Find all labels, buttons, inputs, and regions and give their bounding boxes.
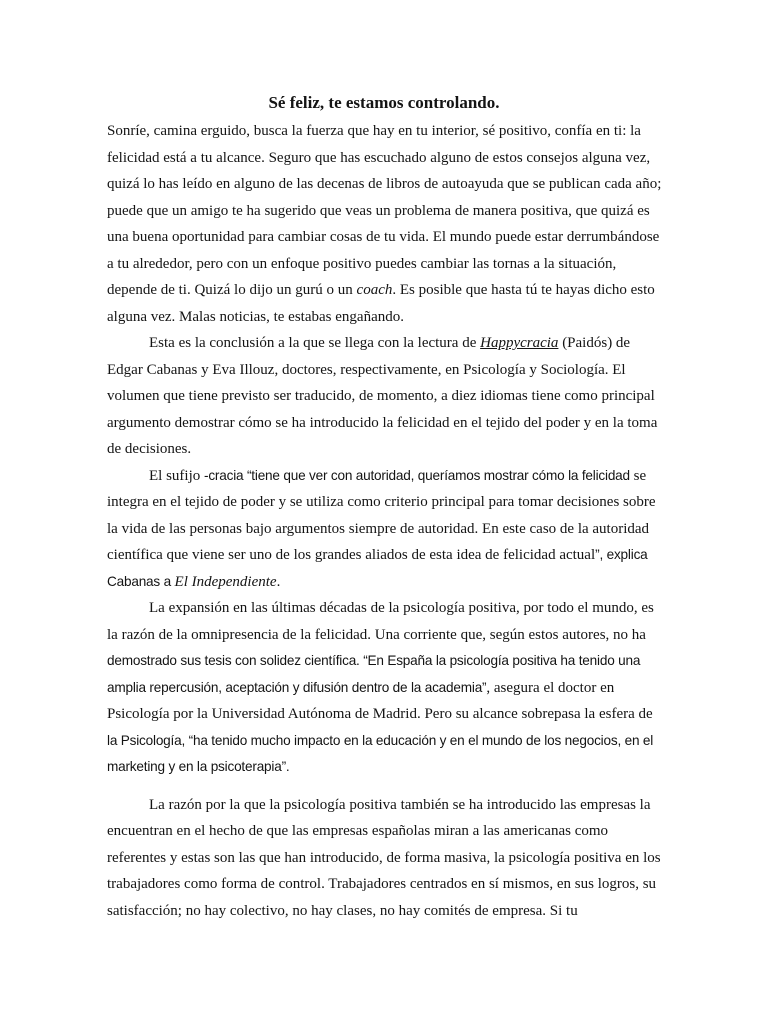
happycracia-link[interactable]: Happycracia [480, 335, 559, 351]
paragraph-3-text-a: El sufijo [149, 467, 204, 484]
paragraph-2-text-a: Esta es la conclusión a la que se llega con la lectura de [149, 335, 481, 351]
paragraph-3 [107, 463, 663, 596]
paragraph-2 [107, 330, 663, 463]
paragraph-4-text-a: La expansión en las últimas décadas de la psicología positiva, por todo el mundo, es la razón de la omnipresencia de la felicidad. Una corriente que, según estos autores, no ha [107, 600, 654, 643]
paragraph-3-text-e: . [276, 573, 281, 590]
document-title: Sé feliz, te estamos controlando. [268, 93, 500, 112]
paragraph-4 [107, 595, 663, 781]
paragraph-4-text-c: , asegura el doctor en Psicología por la Universidad Autónoma de Madrid. Pero su alcance sobrepasa la esfera de [107, 679, 653, 722]
paragraph-3-text-d: ”, explica Cabanas a [107, 547, 648, 589]
paragraph-4-quote: demostrado sus tesis con solidez científica. “En España la psicología positiva ha tenido una amplia repercusión, aceptación y difusión dentro de la academia” [107, 653, 641, 695]
paragraph-3-text-c: se integra en el tejido de poder y se utiliza como criterio principal para tomar decisiones sobre la vida de las personas bajo argumentos siempre de autoridad. En este caso de la autoridad científica que viene ser uno de los grandes aliados de esta idea de felicidad actual [107, 467, 656, 563]
paragraph-2-text-b: (Paidós) de Edgar Cabanas y Eva Illouz, doctores, respectivamente, en Psicología y Sociología. El volumen que tiene previsto ser traducido, de momento, a diez idiomas tiene como principal argumento demostrar cómo se ha introducido la felicidad en el tejido del poder y en la toma de decisiones. [107, 335, 658, 457]
source-name: El Independiente [174, 573, 277, 590]
paragraph-3-quote-start: -cracia “tiene que ver con autoridad, queríamos mostrar cómo la felicidad [204, 467, 630, 483]
paragraph-5: La razón por la que la psicología positiva también se ha introducido las empresas la encuentran en el hecho de que las empresas españolas miran a las americanas como referentes y estas son las que han introducido, de forma masiva, la psicología positiva en los trabajadores como forma de control. Trabajadores centrados en sí mismos, en sus logros, su satisfacción; no hay colectivo, no hay clases, no hay comités de empresa. Si tu [107, 796, 661, 919]
paragraph-1-text-a: Sonríe, camina erguido, busca la fuerza que hay en tu interior, sé positivo, confía en ti: la felicidad está a tu alcance. Seguro que has escuchado alguno de estos consejos alguna vez, quizá lo has leído en alguno de las decenas de libros de autoayuda que se publican cada año; puede que un amigo te ha sugerido que veas un problema de manera positiva, que quizá es una buena oportunidad para cambiar cosas de tu vida. El mundo puede estar derrumbándose a tu alrededor, pero con un enfoque positivo puedes cambiar las tornas a la situación, depende de ti. Quizá lo dijo un gurú o un [107, 123, 662, 298]
document-body [107, 118, 663, 924]
paragraph-1-text-b: . Es posible que hasta tú te hayas dicho esto alguna vez. Malas noticias, te estabas engañando. [107, 282, 655, 325]
paragraph-1 [107, 118, 663, 330]
paragraph-4-quote-end: la Psicología, “ha tenido mucho impacto en la educación y en el mundo de los negocios, en el marketing y en la psicoterapia”. [107, 732, 654, 774]
coach-term: coach [356, 282, 393, 298]
